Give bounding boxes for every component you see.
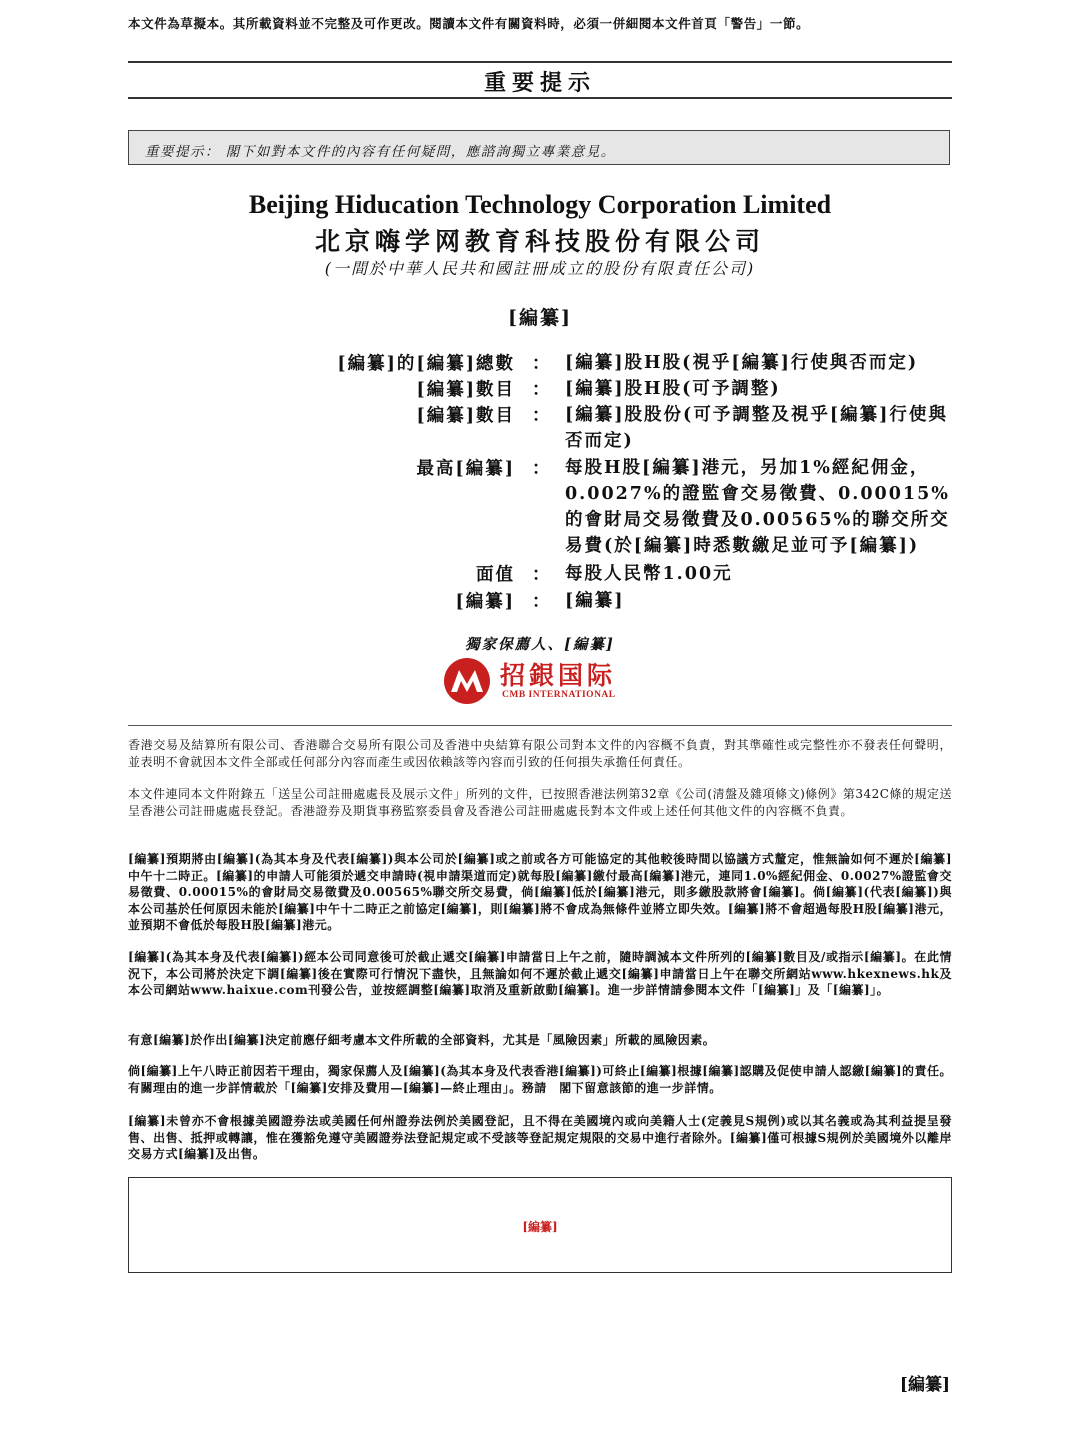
pricing-paragraph: [編纂]預期將由[編纂](為其本身及代表[編纂])與本公司於[編纂]或之前或各方可能協定的其他較後時間以協議方式釐定，惟無論如何不遲於[編纂]中午十二時正。[編纂]的申請人可能須於遞交申請時(視申請渠道而定)就每股[編纂]繳付最高[編纂]港元，連同1.0%經紀佣金、0.0027%證監會交易徵費、0.00015%的會財局交易徵費及0.00565%聯交所交易費，倘[編纂]低於[編纂]港元，則多繳股款將會[編纂]。倘[編纂](代表[編纂])與本公司基於任何原因未能於[編纂]中午十二時正之前協定[編纂]，則[編纂]將不會成為無條件並將立即失效。[編纂]將不會超過每股H股[編纂]港元，並預期不會低於每股H股[編纂]港元。 <box>128 852 952 932</box>
divider <box>128 61 952 63</box>
offer-label: [編纂]數目 <box>416 380 515 400</box>
offer-value: 每股人民幣1.00元 <box>565 564 733 584</box>
offer-colon: ： <box>532 354 552 374</box>
offer-label: [編纂] <box>455 592 515 612</box>
draft-warning-note: 本文件為草擬本。其所載資料並不完整及可作更改。閱讀本文件有關資料時，必須一併細閱本文件首頁「警告」一節。 <box>128 16 810 31</box>
company-name-en: Beijing Hiducation Technology Corporation Limited <box>248 190 832 219</box>
incorporation-note: (一間於中華人民共和國註冊成立的股份有限責任公司) <box>324 259 756 278</box>
offer-colon: ： <box>532 459 552 479</box>
risk-paragraph: 有意[編纂]於作出[編纂]決定前應仔細考慮本文件所載的全部資料，尤其是「風險因素」所載的風險因素。 <box>128 1033 716 1047</box>
offer-label: [編纂]數目 <box>416 406 515 426</box>
offer-colon: ： <box>532 380 552 400</box>
offer-value: [編纂]股H股(可予調整) <box>565 379 781 399</box>
us-securities-paragraph: [編纂]未曾亦不會根據美國證券法或美國任何州證券法例於美國登記，且不得在美國境內或向美籍人士(定義見S規例)或以其名義或為其利益提呈發售、出售、抵押或轉讓，惟在獲豁免遵守美國證券法登記規定或不受該等登記規定規限的交易中進行者除外。[編纂]僅可根據S規例於美國境外以離岸交易方式[編纂]及出售。 <box>128 1114 952 1161</box>
cmb-international-logo <box>442 656 642 706</box>
divider <box>128 97 952 99</box>
company-name-zh: 北京嗨学网教育科技股份有限公司 <box>314 227 765 256</box>
redacted-heading: [編纂] <box>508 307 572 329</box>
offer-value: [編纂] <box>565 591 625 611</box>
sole-sponsor-line: 獨家保薦人、[編纂] <box>465 636 615 653</box>
redacted-box <box>128 1177 952 1273</box>
offer-label: 最高[編纂] <box>416 459 515 479</box>
offer-colon: ： <box>532 406 552 426</box>
page-title: 重要提示 <box>483 70 596 96</box>
termination-paragraph: 倘[編纂]上午八時正前因若干理由，獨家保薦人及[編纂](為其本身及代表香港[編纂])可終止[編纂]根據[編纂]認購及促使申請人認繳[編纂]的責任。有關理由的進一步詳情載於「[編纂]安排及費用—[編纂]—終止理由」。務請 閣下留意該節的進一步詳情。 <box>128 1064 952 1095</box>
offer-colon: ： <box>532 565 552 585</box>
offer-label: 面值 <box>476 565 515 585</box>
disclaimer-paragraph: 香港交易及結算所有限公司、香港聯合交易所有限公司及香港中央結算有限公司對本文件的內容概不負責，對其準確性或完整性亦不發表任何聲明，並表明不會就因本文件全部或任何部分內容而產生或因依賴該等內容而引致的任何損失承擔任何責任。 <box>128 738 952 769</box>
important-notice-box <box>128 130 950 165</box>
logo-text-en: CMB INTERNATIONAL <box>502 690 616 700</box>
cmb-logo-mark-icon <box>442 656 492 706</box>
divider <box>128 725 952 726</box>
reduction-paragraph: [編纂](為其本身及代表[編纂])經本公司同意後可於截止遞交[編纂]申請當日上午之前，隨時調減本文件所列的[編纂]數目及/或指示[編纂]。在此情況下，本公司將於決定下調[編纂]後在實際可行情況下盡快，且無論如何不遲於截止遞交[編纂]申請當日上午在聯交所網站www.hkexnews.hk及本公司網站www.haixue.com刊發公告，並按經調整[編纂]取消及重新啟動[編纂]。進一步詳情請參閱本文件「[編纂]」及「[編纂]」。 <box>128 950 952 997</box>
registration-paragraph: 本文件連同本文件附錄五「送呈公司註冊處處長及展示文件」所列的文件，已按照香港法例第32章《公司(清盤及雜項條文)條例》第342C條的規定送呈香港公司註冊處處長登記。香港證券及期貨事務監察委員會及香港公司註冊處處長對本文件或上述任何其他文件的內容概不負責。 <box>128 787 952 818</box>
important-notice-text: 重要提示： 閣下如對本文件的內容有任何疑問，應諮詢獨立專業意見。 <box>145 144 616 160</box>
offer-value: [編纂]股H股(視乎[編纂]行使與否而定) <box>565 353 919 373</box>
page-footer: [編纂] <box>899 1375 950 1395</box>
redacted-box-text: [編纂] <box>522 1220 558 1234</box>
offer-label: [編纂]的[編纂]總數 <box>337 354 515 374</box>
offer-colon: ： <box>532 592 552 612</box>
offer-value: 每股H股[編纂]港元，另加1%經紀佣金，0.0027%的證監會交易徵費、0.00015%的會財局交易徵費及0.00565%的聯交所交易費(於[編纂]時悉數繳足並可予[編纂]) <box>565 458 950 556</box>
offer-value: [編纂]股股份(可予調整及視乎[編纂]行使與否而定) <box>565 405 948 451</box>
logo-text-zh: 招銀国际 <box>500 661 617 690</box>
